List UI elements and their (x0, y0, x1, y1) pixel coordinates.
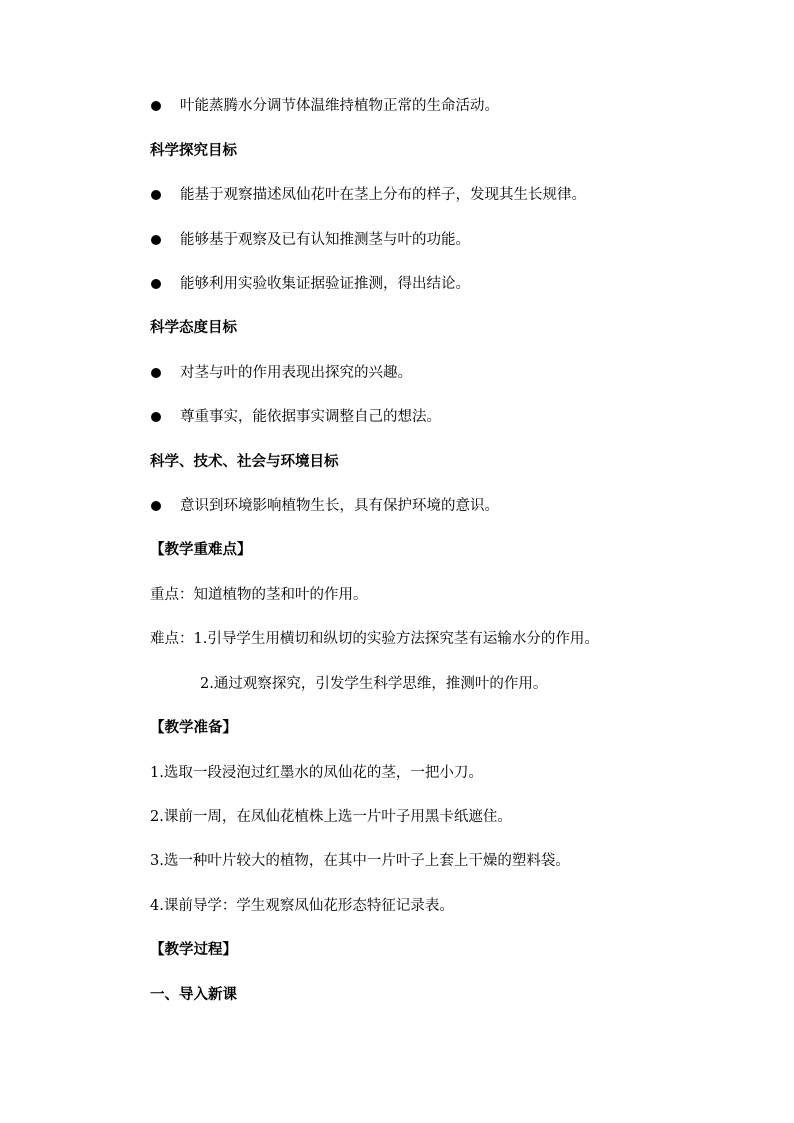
bullet-text: 尊重事实，能依据事实调整自己的想法。 (180, 409, 441, 425)
preparation-item: 3.选一种叶片较大的植物，在其中一片叶子上套上干燥的塑料袋。 (150, 853, 570, 869)
bullet-dot-icon (151, 235, 161, 245)
bullet-dot-icon (151, 412, 161, 422)
bullet-dot-icon (151, 279, 161, 289)
bullet-dot-icon (151, 368, 161, 378)
preparation-item: 4.课前导学：学生观察凤仙花形态特征记录表。 (150, 898, 454, 914)
section-heading-attitude: 科学态度目标 (150, 320, 237, 336)
preparation-item: 2.课前一周，在凤仙花植株上选一片叶子用黑卡纸遮住。 (150, 809, 512, 825)
section-heading-stse: 科学、技术、社会与环境目标 (150, 454, 339, 470)
bullet-dot-icon (151, 501, 161, 511)
process-step-heading: 一、导入新课 (150, 987, 237, 1003)
section-heading-key-points: 【教学重难点】 (150, 542, 252, 558)
bullet-text: 意识到环境影响植物生长，具有保护环境的意识。 (180, 498, 499, 514)
bullet-text: 对茎与叶的作用表现出探究的兴趣。 (180, 365, 412, 381)
bullet-dot-icon (151, 101, 161, 111)
bullet-text: 叶能蒸腾水分调节体温维持植物正常的生命活动。 (180, 98, 499, 114)
bullet-dot-icon (151, 190, 161, 200)
bullet-text: 能基于观察描述凤仙花叶在茎上分布的样子，发现其生长规律。 (180, 187, 586, 203)
preparation-item: 1.选取一段浸泡过红墨水的凤仙花的茎，一把小刀。 (150, 765, 483, 781)
section-heading-preparation: 【教学准备】 (150, 720, 237, 736)
key-point-difficulty-1: 难点：1.引导学生用横切和纵切的实验方法探究茎有运输水分的作用。 (150, 631, 599, 647)
section-heading-inquiry: 科学探究目标 (150, 143, 237, 159)
key-point-focus: 重点：知道植物的茎和叶的作用。 (150, 587, 368, 603)
bullet-text: 能够利用实验收集证据验证推测，得出结论。 (180, 276, 470, 292)
bullet-text: 能够基于观察及已有认知推测茎与叶的功能。 (180, 232, 470, 248)
key-point-difficulty-2: 2.通过观察探究，引发学生科学思维，推测叶的作用。 (200, 676, 548, 692)
section-heading-process: 【教学过程】 (150, 942, 237, 958)
